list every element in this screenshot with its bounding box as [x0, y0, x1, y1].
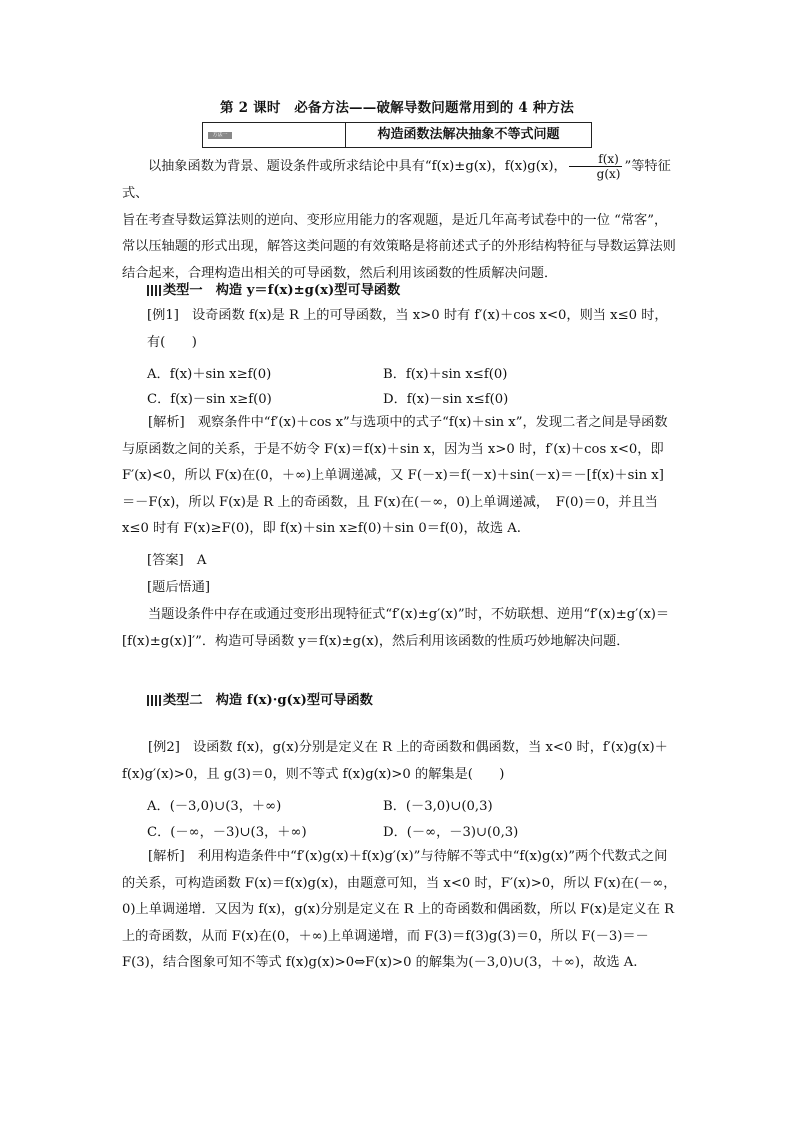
option-d: D．(－∞，－3)∪(0,3) [383, 825, 519, 840]
fraction-f-over-g: $\frac{f(x)}{g(x)}$ [569, 152, 623, 181]
example1-options-row1 [147, 363, 677, 383]
insight-title: [题后悟通] [147, 580, 211, 595]
option-c: C．f(x)－sin x≥f(0) [147, 392, 272, 407]
example2-question: [例2] 设函数 f(x)，g(x)分别是定义在 R 上的奇函数和偶函数，当 x<0 时，f′(x)g(x)＋f(x)g′(x)>0，且 g(3)＝0，则不等式 f(x)g(x)>0 的解集是( ) [122, 740, 668, 782]
insight-paragraph: 当题设条件中存在或通过变形出现特征式“f′(x)±g′(x)”时，不妨联想、逆用“f′(x)±g′(x)＝[f(x)±g(x)]′”．构造可导函数 y＝f(x)±g(x)，然后利用该函数的性质巧妙地解决问题． [122, 607, 670, 649]
section-mark-icon [147, 695, 161, 706]
option-d: D．f(x)－sin x≤f(0) [383, 392, 509, 407]
example1-options-row2 [147, 388, 677, 408]
option-b: B．(－3,0)∪(0,3) [383, 799, 493, 814]
intro-paragraph: 以抽象函数为背景、题设条件或所求结论中具有“f(x)±g(x)，f(x)g(x)， $\frac{f(x)}{g(x)}$ ”等特征式、 旨在考查导数运算法则的逆向、变形应用能力的客观题，是近几年高考试卷中的一位 “常客”，常以压轴题的形式出现，解答这类问题的有效策略是将前述式子的外形结构特征与导数运算法则结合起来，合理构造出相关的可导函数，然后利用该函数的性质解决问题． [122, 152, 676, 281]
example2-options-row1 [147, 795, 677, 815]
example2-options-row2 [147, 821, 677, 841]
example1-analysis: [解析] 观察条件中“f′(x)＋cos x”与选项中的式子“f(x)＋sin x”，发现二者之间是导函数与原函数之间的关系，于是不妨令 F(x)＝f(x)＋sin x，因为当 x>0 时，f′(x)＋cos x<0，即 F′(x)<0，所以 F(x)在(0，＋∞)上单调递减，又 F(－x)＝f(－x)＋sin(－x)＝－[f(x)＋sin x]＝－F(x)，所以 F(x)是 R 上的奇函数，且 F(x)在(－∞，0)上单调递减， F(0)＝0，并且当 x≤0 时有 F(x)≥F(0)，即 f(x)＋sin x≥f(0)＋sin 0＝f(0)，故选 A. [122, 415, 668, 536]
method-name: 构造函数法解决抽象不等式问题 [377, 127, 560, 142]
type2-heading: 类型二 构造 f(x)·g(x)型可导函数 [147, 689, 373, 708]
option-b: B．f(x)＋sin x≤f(0) [383, 367, 508, 382]
example1-answer: [答案] A [147, 553, 207, 568]
option-a: A．(－3,0)∪(3，＋∞) [147, 799, 282, 814]
example1-question: [例1] 设奇函数 f(x)是 R 上的可导函数，当 x>0 时有 f′(x)＋cos x<0，则当 x≤0 时，有( ) [147, 308, 668, 350]
section-mark-icon [147, 285, 161, 296]
type1-heading: 类型一 构造 y＝f(x)±g(x)型可导函数 [147, 279, 400, 298]
page-title: 第 2 课时 必备方法——破解导数问题常用到的 4 种方法 [220, 100, 574, 116]
method-banner [202, 122, 592, 148]
example2-analysis: [解析] 利用构造条件中“f′(x)g(x)＋f(x)g′(x)”与待解不等式中“f(x)g(x)”两个代数式之间的关系，可构造函数 F(x)＝f(x)g(x)，由题意可知，当 x<0 时，F′(x)>0，所以 F(x)在(－∞，0)上单调递增．又因为 f(x)，g(x)分别是定义在 R 上的奇函数和偶函数，所以 F(x)是定义在 R 上的奇函数，从而 F(x)在(0，＋∞)上单调递增，而 F(3)＝f(3)g(3)＝0，所以 F(－3)＝－F(3)，结合图象可知不等式 f(x)g(x)>0⇔F(x)>0 的解集为(－3,0)∪(3，＋∞)，故选 A. [122, 849, 677, 970]
option-c: C．(－∞，－3)∪(3，＋∞) [147, 825, 307, 840]
method-tag: 方法一 [208, 132, 232, 139]
option-a: A．f(x)＋sin x≥f(0) [147, 367, 272, 382]
